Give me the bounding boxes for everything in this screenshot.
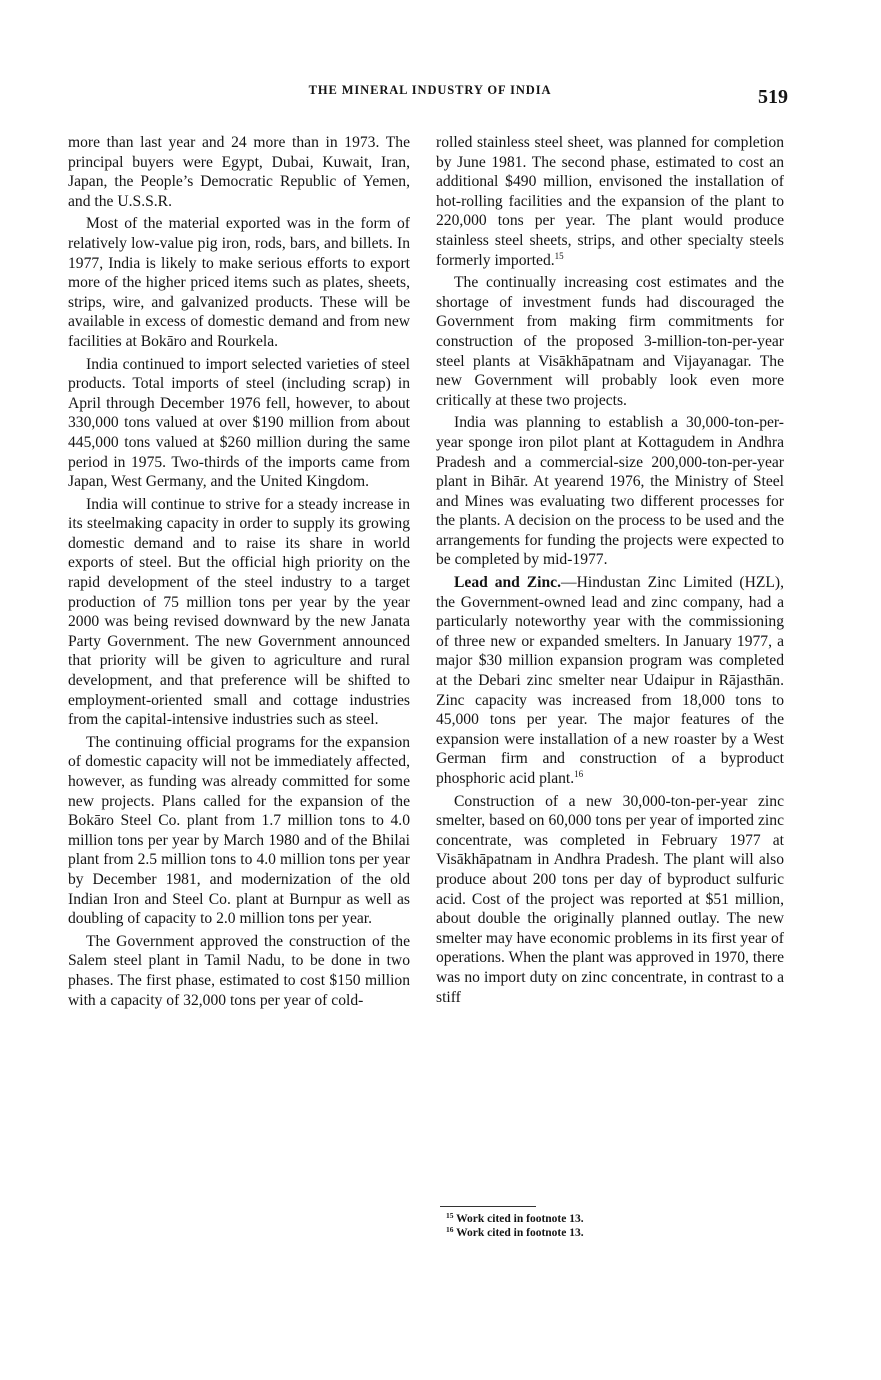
paragraph: The continuing official programs for the expansion of domestic capacity will not be immediately affected, however, as funding was already committed for some new projects. Plans called for the expansion of the Bokāro Steel Co. plant from 1.7 million tons to 4.0 million tons per year by March 1980 and of the Bhilai plant from 2.5 million tons to 4.0 million tons per year by December 1981, and modernization of the old Indian Iron and Steel Co. plant at Burnpur as well as doubling of capacity to 2.0 million tons per year.: [68, 733, 410, 928]
footnote-divider: [440, 1206, 536, 1207]
running-header-title: THE MINERAL INDUSTRY OF INDIA: [308, 83, 552, 97]
footnote-marker: 16: [574, 769, 584, 779]
footnotes: [446, 1212, 584, 1240]
right-column: [436, 133, 784, 1010]
footnote-16: [446, 1226, 584, 1240]
paragraph: Most of the material exported was in the form of relatively low-value pig iron, rods, bars, and billets. In 1977, India is likely to make serious efforts to export more of the higher priced items such as plates, sheets, strips, wire, and galvanized products. These will be available in excess of domestic demand and from new facilities at Bokāro and Rourkela.: [68, 215, 410, 350]
paragraph: more than last year and 24 more than in 1973. The principal buyers were Egypt, Dubai, Kuwait, Iran, Japan, the People’s Democratic Republic of Yemen, and the U.S.S.R.: [68, 134, 410, 210]
paragraph-text: —Hindustan Zinc Limited (HZL), the Government-owned lead and zinc company, had a particularly noteworthy year with the commissioning of three new or expanded smelters. In January 1977, a major $30 million expansion program was completed at the Debari zinc smelter near Udaipur in Rājasthān. Zinc capacity was increased from 18,000 tons to 45,000 tons per year. The major features of the expansion were installation of a new roaster by a West German firm and construction of a byproduct phosphoric acid plant.: [436, 574, 784, 787]
page-number: 519: [758, 86, 788, 108]
left-column: [68, 133, 410, 1013]
paragraph: Construction of a new 30,000-ton-per-year zinc smelter, based on 60,000 tons per year of imported zinc concentrate, was completed in February 1977 at Visākhāpatnam in Andhra Pradesh. The plant will also produce about 200 tons per day of byproduct sulfuric acid. Cost of the project was reported at $51 million, about double the originally planned outlay. The new smelter may have economic problems in its first year of operations. When the plant was approved in 1970, there was no import duty on zinc concentrate, in contrast to a stiff: [436, 792, 784, 1006]
paragraph: India was planning to establish a 30,000-ton-per-year sponge iron pilot plant at Kottagudem in Andhra Pradesh and a commercial-size 200,000-ton-per-year plant in Bihār. At yearend 1976, the Ministry of Steel and Mines was evaluating two different processes for the plants. A decision on the process to be used and the arrangements for funding the projects were expected to be completed by mid-1977.: [436, 414, 784, 569]
paragraph: [436, 133, 784, 270]
footnote-15: [446, 1212, 584, 1226]
paragraph: India continued to import selected varieties of steel products. Total imports of steel (including scrap) in April through December 1976 fell, however, to about 330,000 tons valued at over $190 million from about 445,000 tons valued at $260 million during the same period in 1975. Two-thirds of the imports came from Japan, West Germany, and the United Kingdom.: [68, 355, 410, 491]
paragraph: The continually increasing cost estimates and the shortage of investment funds had discouraged the Government from making firm commitments for construction of the proposed 3-million-ton-per-year steel plants at Visākhāpatnam and Vijayanagar. The new Government will probably look even more critically at these two projects.: [436, 274, 784, 409]
paragraph-text: rolled stainless steel sheet, was planned for completion by June 1981. The second phase, estimated to cost an additional $490 million, envisoned the installation of hot-rolling facilities and the expansion of the plant to 220,000 tons per year. The plant would produce stainless steel sheets, strips, and other specialty steels formerly imported.: [436, 134, 784, 269]
footnote-number: 15: [446, 1211, 454, 1220]
footnote-number: 16: [446, 1225, 454, 1234]
paragraph: India will continue to strive for a steady increase in its steelmaking capacity in order to supply its growing domestic demand and to raise its share in world exports of steel. But the official high priority on the rapid development of the steel industry to a target production of 75 million tons per year by the year 2000 was being revised downward by the new Janata Party Government. The new Government announced that priority will be given to agriculture and rural development, and that preference will be shifted to employment-oriented small and cottage industries from the capital-intensive industries such as steel.: [68, 495, 410, 729]
footnote-text: Work cited in footnote 13.: [456, 1213, 584, 1225]
footnote-text: Work cited in footnote 13.: [456, 1227, 584, 1239]
paragraph: The Government approved the construction of the Salem steel plant in Tamil Nadu, to be done in two phases. The first phase, estimated to cost $150 million with a capacity of 32,000 tons per year of cold-: [68, 932, 410, 1009]
section-heading-lead-and-zinc: Lead and Zinc.: [454, 574, 561, 592]
paragraph: [436, 573, 784, 789]
footnote-marker: 15: [554, 250, 564, 261]
